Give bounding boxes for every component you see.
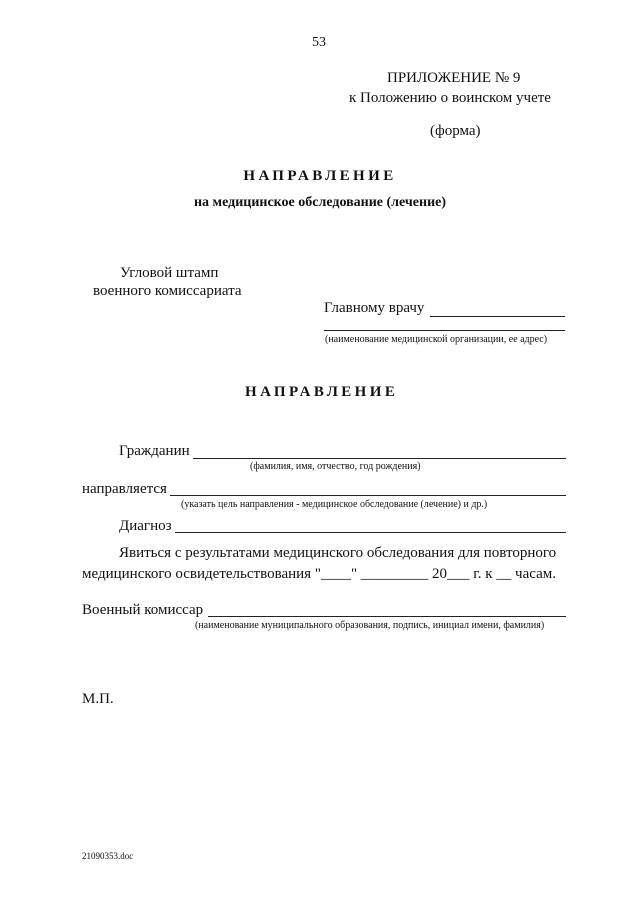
addressee-field-line-2[interactable] [324,330,565,331]
citizen-label: Гражданин [119,443,190,459]
form-note: (форма) [430,123,481,139]
citizen-caption: (фамилия, имя, отчество, год рождения) [250,461,421,472]
directed-field-line[interactable] [170,495,566,496]
page-number: 53 [312,35,326,50]
addressee-field-line-1[interactable] [430,316,565,317]
diagnosis-label: Диагноз [119,518,172,534]
citizen-field-line[interactable] [193,458,566,459]
stamp-line-2: военного комиссариата [93,283,242,299]
appear-line-2: медицинского освидетельствования "____" _________ 20___ г. к __ часам. [82,566,557,582]
diagnosis-field-line[interactable] [175,532,566,533]
commissar-caption: (наименование муниципального образования, подпись, инициал имени, фамилия) [195,620,545,631]
addressee-caption: (наименование медицинской организации, ее адрес) [325,334,548,345]
appendix-subtitle: к Положению о воинском учете [349,90,551,106]
directed-label: направляется [82,481,167,497]
directed-caption: (указать цель направления - медицинское обследование (лечение) и др.) [181,499,488,510]
appear-line-1: Явиться с результатами медицинского обследования для повторного [119,545,557,561]
form-title: НАПРАВЛЕНИЕ [245,384,399,400]
commissar-field-line[interactable] [208,616,566,617]
commissar-label: Военный комиссар [82,602,204,618]
addressee-label: Главному врачу [324,300,425,316]
footer-code: 21090353.doc [82,851,134,861]
stamp-line-1: Угловой штамп [120,265,219,281]
document-subheading: на медицинское обследование (лечение) [193,195,447,210]
seal-mark: М.П. [82,691,114,707]
document-heading: НАПРАВЛЕНИЕ [243,168,397,184]
appendix-title: ПРИЛОЖЕНИЕ № 9 [387,70,521,86]
